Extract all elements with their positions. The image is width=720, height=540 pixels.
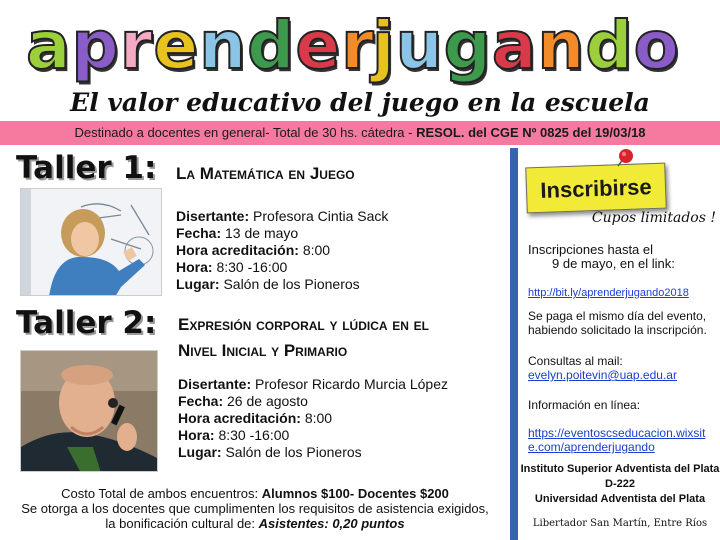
logo-letter: d [585,7,634,84]
logo-letter: r [119,7,154,84]
costs-line-2: Se otorga a los docentes que cumplimenten los requisitos de asistencia exigidos, [21,501,489,516]
speaker-label: Disertante: [178,376,252,392]
logo-letter: a [26,7,72,84]
costs-line-3 [0,516,510,531]
accreditation-value: 8:00 [298,242,331,258]
time-label: Hora: [178,427,215,443]
taller-1-heading: Taller 1: [16,150,157,186]
online-info-label: Información en línea: [528,398,641,412]
institution-block [520,462,720,507]
speaker-value: Profesora Cintia Sack [249,208,389,224]
taller-1-details [176,208,388,293]
online-info-link[interactable] [528,426,714,454]
pushpin-icon [612,148,634,170]
location-text: Libertador San Martín, Entre Ríos [532,518,708,529]
register-button[interactable]: Inscribirse [525,163,667,214]
accreditation-label: Hora acreditación: [176,242,299,258]
date-value: 26 de agosto [223,393,308,409]
payment-note-line-2: habiendo solicitado la inscripción. [528,323,707,337]
speaker-label: Disertante: [176,208,250,224]
payment-note-line-1: Se paga el mismo día del evento, [528,309,707,323]
logo-letter: j [372,7,396,84]
logo-letter: e [153,7,200,84]
date-label: Fecha: [178,393,224,409]
logo-letter: g [443,7,492,84]
date-value: 13 de mayo [221,225,299,241]
registration-link[interactable]: http://bit.ly/aprenderjugando2018 [528,287,689,299]
event-subtitle: El valor educativo del juego en la escuela [70,88,650,117]
logo-letter: n [537,7,586,84]
bonus-value: Asistentes: 0,20 puntos [258,516,405,531]
registration-deadline-line-1: Inscripciones hasta el [528,242,654,257]
logo-letter: e [295,7,342,84]
taller-2-details [178,376,448,461]
contact-email-link[interactable]: evelyn.poitevin@uap.edu.ar [528,368,677,382]
date-label: Fecha: [176,225,222,241]
taller-2-name-line-1: Expresión corporal y lúdica en el [178,315,429,334]
taller-2-heading: Taller 2: [16,305,157,341]
logo-letter: p [71,7,120,84]
place-label: Lugar: [178,444,222,460]
audience-banner [0,121,720,145]
banner-hours: - Total de 30 hs. cátedra - [265,125,417,140]
online-info-link-line-2: e.com/aprenderjugando [528,440,655,454]
logo-letter: a [491,7,538,84]
logo-word-aprender [26,6,375,86]
costs-value: Alumnos $100- Docentes $200 [261,486,449,501]
place-value: Salón de los Pioneros [219,276,360,292]
place-label: Lugar: [176,276,220,292]
logo-word-jugando [372,6,680,86]
payment-note [528,309,714,337]
costs-label: Costo Total de ambos encuentros: [61,486,262,501]
online-info-link-line-1: https://eventoscseducacion.wixsit [528,426,706,440]
logo-letter: n [199,7,248,84]
university-name: Universidad Adventista del Plata [534,493,706,505]
limited-spots-note: Cupos limitados ! [591,210,716,226]
logo-letter: r [341,7,375,84]
logo-letter: o [633,7,681,84]
bonus-label: la bonificación cultural de: [105,516,259,531]
taller-1-name: La Matemática en Juego [176,164,355,183]
event-logo [0,0,720,92]
costs-section [0,486,510,531]
accreditation-label: Hora acreditación: [178,410,301,426]
taller-2-name [178,312,498,364]
logo-letter: d [247,7,296,84]
time-value: 8:30 -16:00 [212,259,288,275]
institution-code: D-222 [605,478,635,490]
banner-resolution: RESOL. del CGE Nº 0825 del 19/03/18 [416,125,646,140]
speaker-value: Profesor Ricardo Murcia López [251,376,449,392]
time-label: Hora: [176,259,213,275]
time-value: 8:30 -16:00 [214,427,290,443]
place-value: Salón de los Pioneros [221,444,362,460]
speaker-1-photo [20,188,162,296]
contact-label: Consultas al mail: [528,354,623,368]
taller-2-name-line-2: Nivel Inicial y Primario [178,341,348,360]
accreditation-value: 8:00 [300,410,333,426]
sidebar-stripe [510,148,518,540]
banner-audience: Destinado a docentes en general [74,125,266,140]
institution-name: Instituto Superior Adventista del Plata [520,463,720,475]
logo-letter: u [395,7,444,84]
registration-deadline-line-2: 9 de mayo, en el link: [552,256,675,271]
costs-line-1 [0,486,510,501]
speaker-2-photo [20,350,158,472]
